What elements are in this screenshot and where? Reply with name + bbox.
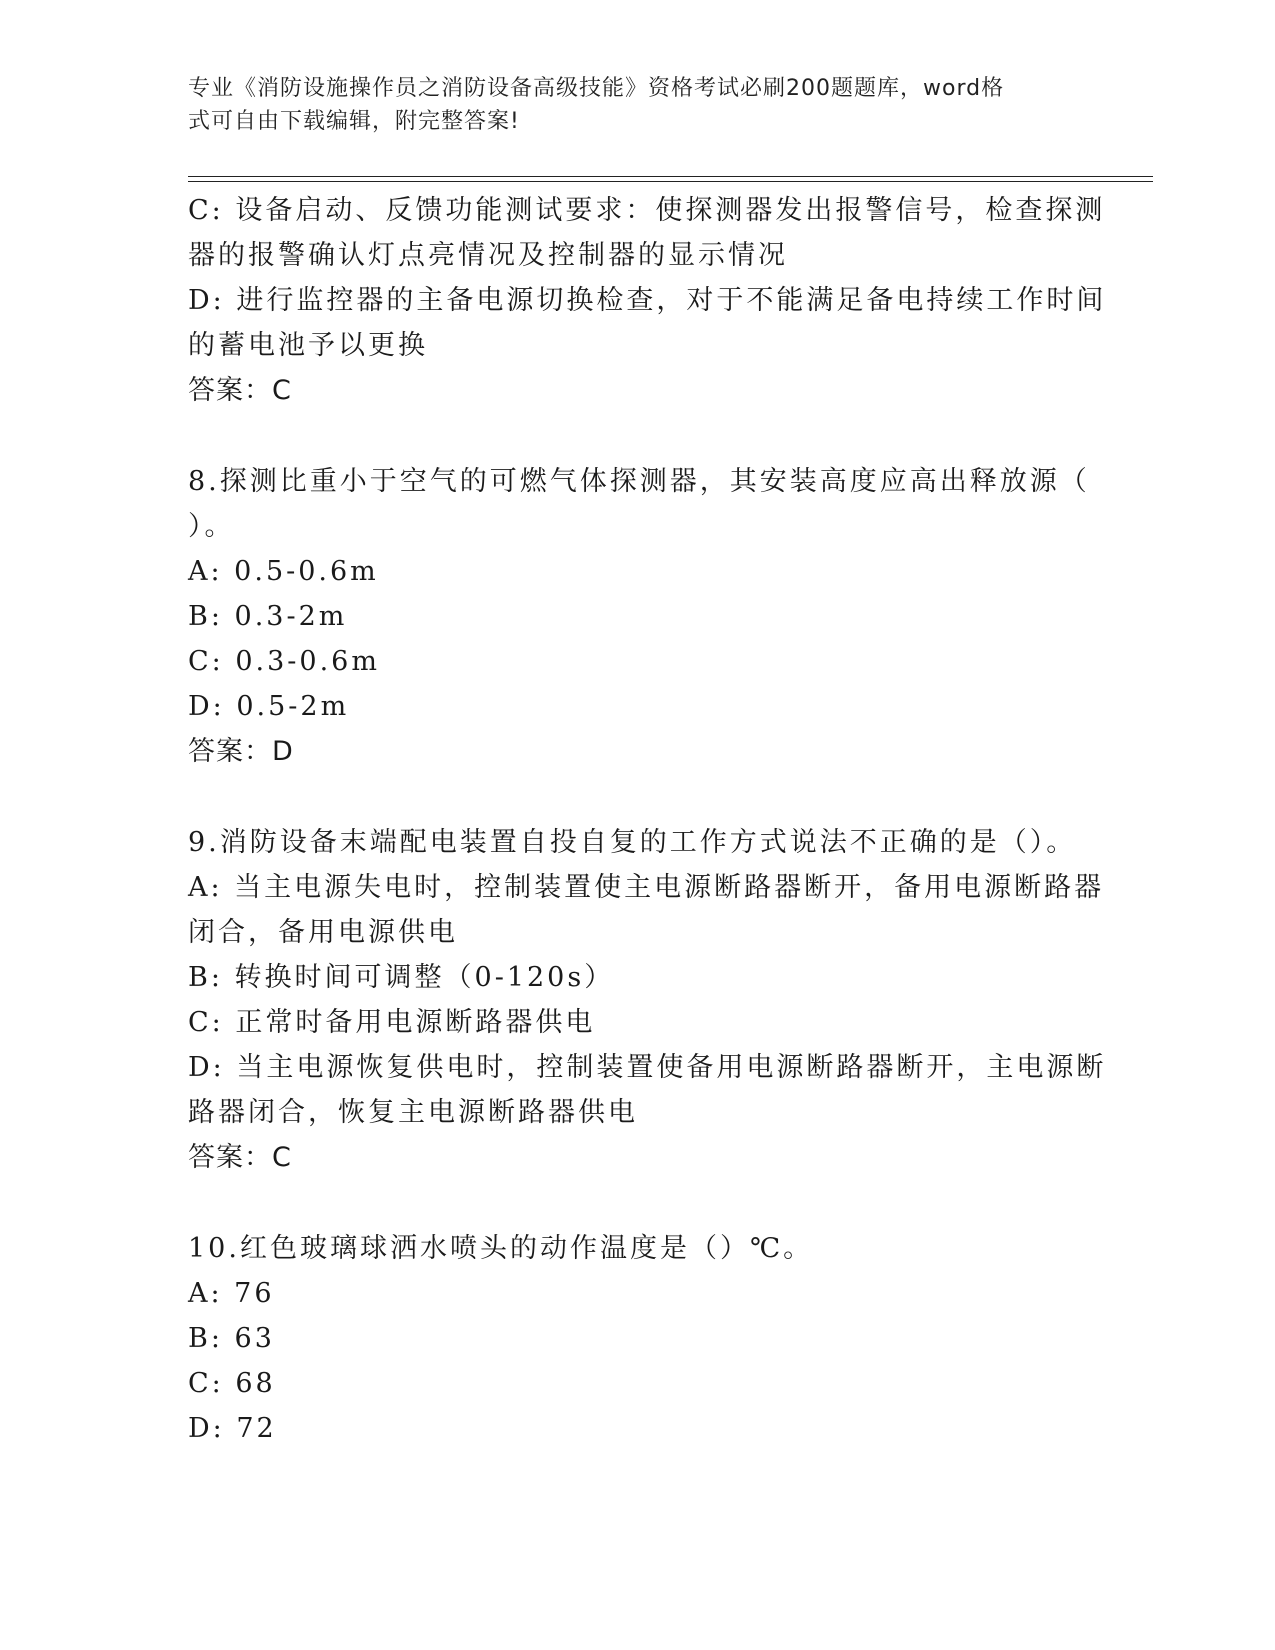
header-divider-top [188,176,1153,177]
option-c: C: 0.3-0.6m [188,646,380,677]
option-d: D: 0.5-2m [188,691,350,722]
answer-label: 答案：C [188,1142,292,1173]
question-stem-line-1: 8.探测比重小于空气的可燃气体探测器，其安装高度应高出释放源（ [188,466,1090,497]
header-line-1: 专业《消防设施操作员之消防设备高级技能》资格考试必刷200题题库，word格 [188,76,1005,101]
option-c: C: 正常时备用电源断路器供电 [188,1007,596,1038]
question-10 [188,1226,1088,1451]
option-b: B: 转换时间可调整（0-120s） [188,962,615,993]
option-b: B: 0.3-2m [188,601,348,632]
option-d-line-2: 路器闭合，恢复主电源断路器供电 [188,1097,638,1128]
option-c-line-2: 器的报警确认灯点亮情况及控制器的显示情况 [188,240,788,271]
option-b: B: 63 [188,1323,275,1354]
option-d-line-1: D: 进行监控器的主备电源切换检查，对于不能满足备电持续工作时间 [188,285,1107,316]
spacer [188,774,1088,820]
spacer [188,413,1088,459]
option-d-line-1: D: 当主电源恢复供电时，控制装置使备用电源断路器断开，主电源断 [188,1052,1107,1083]
question-7 [188,188,1107,413]
option-a: A: 76 [188,1278,275,1309]
question-8 [188,459,1088,774]
option-a-line-1: A: 当主电源失电时，控制装置使主电源断路器断开，备用电源断路器 [188,872,1105,903]
option-c: C: 68 [188,1368,276,1399]
spacer [188,1180,1088,1226]
header-line-2: 式可自由下载编辑，附完整答案! [188,109,520,134]
answer-label: 答案：C [188,375,292,406]
option-a: A: 0.5-0.6m [188,556,379,587]
header-divider-bottom [188,181,1153,182]
question-stem-line-2: ）。 [188,511,235,542]
question-stem: 9.消防设备末端配电装置自投自复的工作方式说法不正确的是（）。 [188,827,1077,858]
option-c-line-1: C: 设备启动、反馈功能测试要求：使探测器发出报警信号，检查探测 [188,195,1106,226]
option-d-line-2: 的蓄电池予以更换 [188,330,428,361]
option-a-line-2: 闭合，备用电源供电 [188,917,458,948]
question-9 [188,820,1107,1180]
answer-label: 答案：D [188,736,294,767]
document-header [188,72,1088,138]
question-stem: 10.红色玻璃球洒水喷头的动作温度是（）℃。 [188,1233,814,1264]
option-d: D: 72 [188,1413,277,1444]
question-list [188,188,1107,1451]
